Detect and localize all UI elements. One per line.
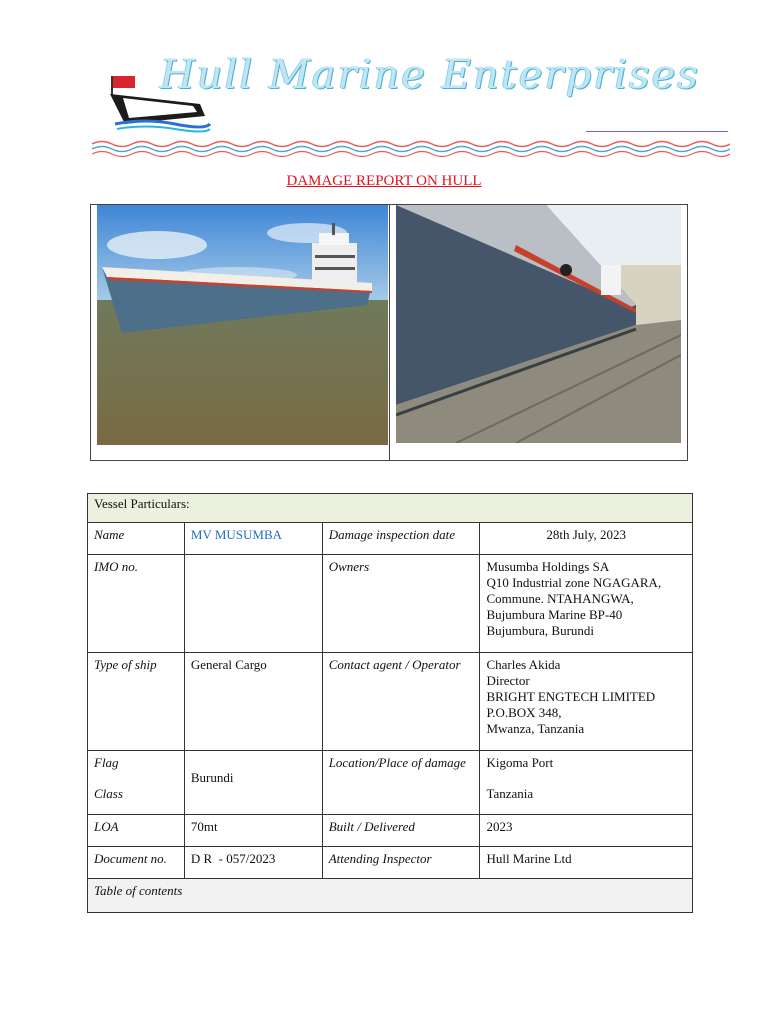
owners-label: Owners bbox=[322, 555, 480, 653]
inspector-value: Hull Marine Ltd bbox=[480, 847, 693, 879]
loa-label: LOA bbox=[88, 815, 185, 847]
table-of-contents-label: Table of contents bbox=[88, 879, 693, 913]
owners-line: Bujumbura, Burundi bbox=[486, 623, 595, 638]
particulars-heading: Vessel Particulars: bbox=[88, 494, 693, 523]
name-label: Name bbox=[88, 523, 185, 555]
owners-value bbox=[480, 555, 693, 653]
agent-line: BRIGHT ENGTECH LIMITED bbox=[486, 689, 656, 704]
imo-label: IMO no. bbox=[88, 555, 185, 653]
loa-value: 70mt bbox=[184, 815, 322, 847]
ship-type-value: General Cargo bbox=[184, 653, 322, 751]
agent-line: Charles Akida bbox=[486, 657, 561, 672]
inspection-date-label: Damage inspection date bbox=[322, 523, 480, 555]
built-label: Built / Delivered bbox=[322, 815, 480, 847]
agent-line: P.O.BOX 348, bbox=[486, 705, 562, 720]
owners-line: Commune. NTAHANGWA, bbox=[486, 591, 634, 606]
table-row bbox=[88, 555, 693, 653]
vessel-particulars-table bbox=[87, 493, 693, 913]
table-row bbox=[88, 751, 693, 815]
flag-class-labels bbox=[88, 751, 185, 815]
agent-line: Mwanza, Tanzania bbox=[486, 721, 585, 736]
class-value: Burundi bbox=[190, 770, 234, 785]
owners-line: Musumba Holdings SA bbox=[486, 559, 610, 574]
document-value: D R - 057/2023 bbox=[184, 847, 322, 879]
table-row bbox=[88, 523, 693, 555]
imo-value bbox=[184, 555, 322, 653]
ship-type-label: Type of ship bbox=[88, 653, 185, 751]
company-name: Hull Marine Enterprises bbox=[160, 52, 700, 98]
inspector-label: Attending Inspector bbox=[322, 847, 480, 879]
document-label: Document no. bbox=[88, 847, 185, 879]
table-row bbox=[88, 653, 693, 751]
header-rule bbox=[586, 131, 728, 132]
table-row bbox=[88, 815, 693, 847]
class-label: Class bbox=[94, 786, 123, 801]
location-label: Location/Place of damage bbox=[322, 751, 480, 815]
report-title: DAMAGE REPORT ON HULL bbox=[286, 173, 482, 189]
owners-line: Bujumbura Marine BP-40 bbox=[486, 607, 623, 622]
owners-line: Q10 Industrial zone NGAGARA, bbox=[486, 575, 662, 590]
vessel-at-quay-photo bbox=[396, 205, 681, 443]
location-values bbox=[480, 751, 693, 815]
inspection-date-value: 28th July, 2023 bbox=[480, 523, 693, 555]
flag-label: Flag bbox=[94, 755, 119, 770]
flag-class-values bbox=[184, 751, 322, 815]
agent-value bbox=[480, 653, 693, 751]
table-row bbox=[88, 847, 693, 879]
agent-line: Director bbox=[486, 673, 530, 688]
table-of-contents-row bbox=[88, 879, 693, 913]
location-value: Kigoma Port bbox=[486, 755, 554, 770]
built-value: 2023 bbox=[480, 815, 693, 847]
wave-divider bbox=[92, 138, 730, 158]
vessel-on-water-photo bbox=[97, 205, 388, 445]
particulars-heading-row bbox=[88, 494, 693, 523]
location-country: Tanzania bbox=[486, 786, 534, 801]
name-value: MV MUSUMBA bbox=[184, 523, 322, 555]
agent-label: Contact agent / Operator bbox=[322, 653, 480, 751]
photo-divider bbox=[389, 204, 390, 461]
